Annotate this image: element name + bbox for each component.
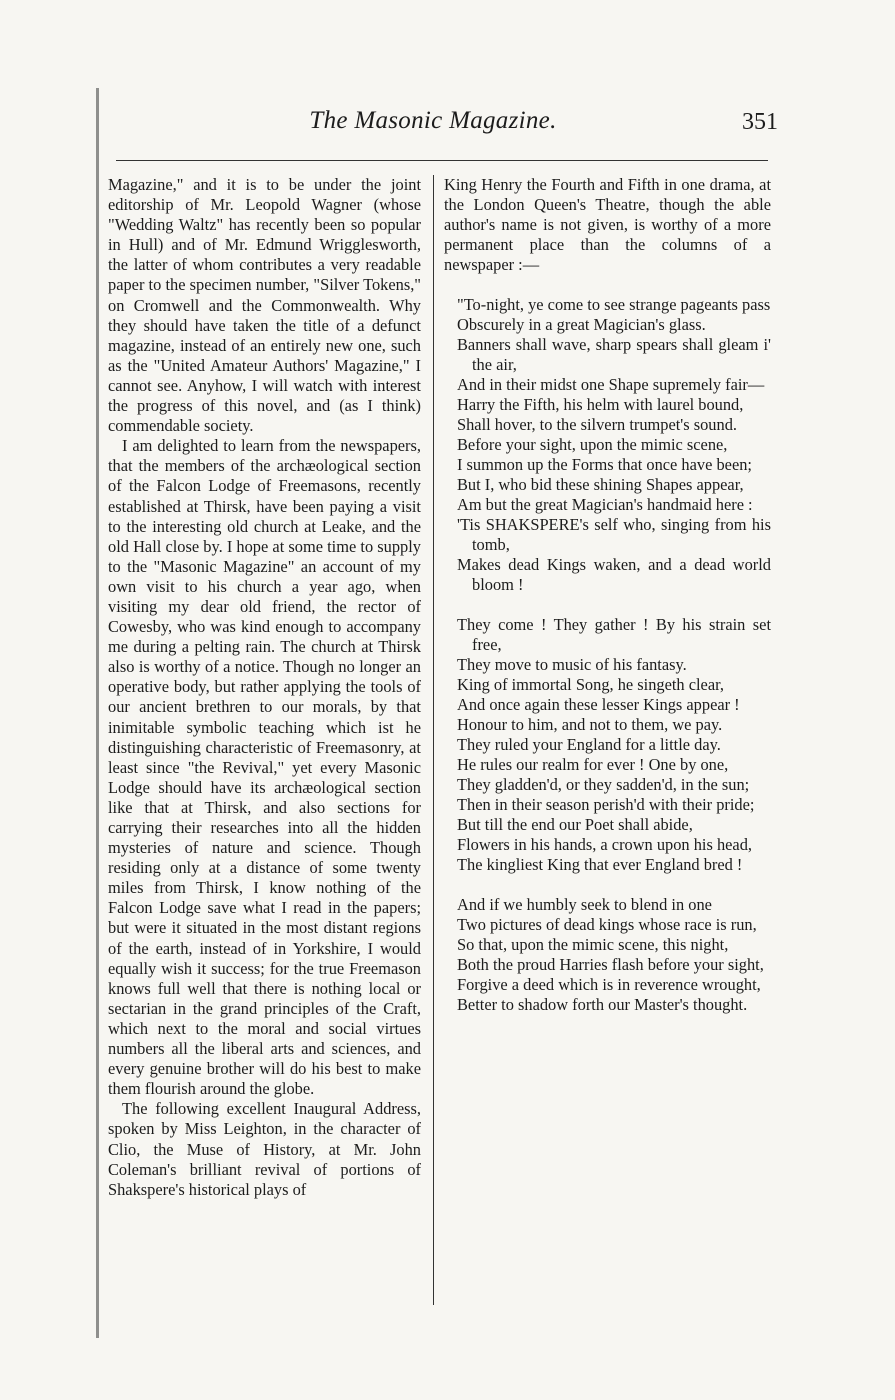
poem-line: "To-night, ye come to see strange pageants pass xyxy=(457,295,771,315)
poem-line: Better to shadow forth our Master's thought. xyxy=(457,995,748,1015)
poem-line: Shall hover, to the silvern trumpet's sound. xyxy=(457,415,737,435)
poem-line: Am but the great Magician's handmaid here : xyxy=(457,495,753,515)
left-column xyxy=(108,175,421,1200)
paragraph-continuation: Magazine," and it is to be under the joint editorship of Mr. Leopold Wagner (whose "Wedding Waltz" has recently been so popular in Hull) and of Mr. Edmund Wrigglesworth, the latter of whom contributes a very readable paper to the specimen number, "Silver Tokens," on Cromwell and the Commonwealth. Why they should have taken the title of a defunct magazine, instead of an entirely new one, such as the "United Amateur Authors' Magazine," I cannot see. Anyhow, I will watch with interest the progress of this novel, and (as I think) commendable society. xyxy=(108,175,421,436)
paragraph-falcon-lodge: I am delighted to learn from the newspapers, that the members of the archæological section of the Falcon Lodge of Freemasons, recently established at Thirsk, have been paying a visit to the interesting old church at Leake, and the old Hall close by. I hope at some time to supply to the "Masonic Magazine" an account of my own visit to his church a year ago, when visiting my dear old friend, the rector of Cowesby, who was kind enough to accompany me during a pelting rain. The church at Thirsk also is worthy of a notice. Though no longer an operative body, but rather applying the tools of our ancient brethren to our morals, by that inimitable symbolic teaching which ist he distinguishing characteristic of Freemasonry, at least since "the Revival," yet every Masonic Lodge should have its archæological section like that at Thirsk, and also sections for carrying their researches into all the hidden mysteries of nature and science. Though residing only at a distance of some twenty miles from Thirsk, I know nothing of the Falcon Lodge save what I read in the papers; but were it situated in the most distant regions of the earth, instead of in Yorkshire, I would equally wish it success; for the true Freemason knows full well that there is nothing local or sectarian in the grand principles of the Craft, which next to the moral and social virtues numbers all the liberal arts and sciences, and every genuine brother will do his best to make them flourish around the globe. xyxy=(108,436,421,1099)
poem-line: They gladden'd, or they sadden'd, in the sun; xyxy=(457,775,750,795)
poem-line: And in their midst one Shape supremely fair— xyxy=(457,375,765,395)
poem-line: Obscurely in a great Magician's glass. xyxy=(457,315,706,335)
poem-line: So that, upon the mimic scene, this night, xyxy=(457,935,729,955)
poem-intro: King Henry the Fourth and Fifth in one drama, at the London Queen's Theatre, though the able author's name is not given, is worthy of a more permanent place than the columns of a newspaper :— xyxy=(444,175,771,275)
page-number: 351 xyxy=(742,109,778,135)
poem-line: Two pictures of dead kings whose race is run, xyxy=(457,915,757,935)
poem-line: Both the proud Harries flash before your sight, xyxy=(457,955,764,975)
running-title: The Masonic Magazine. xyxy=(309,107,557,134)
poem-line: Flowers in his hands, a crown upon his head, xyxy=(457,835,752,855)
column-rule xyxy=(433,175,434,1305)
poem-line: But I, who bid these shining Shapes appear, xyxy=(457,475,744,495)
poem-line: And once again these lesser Kings appear ! xyxy=(457,695,740,715)
poem-line: The kingliest King that ever England bred ! xyxy=(457,855,743,875)
poem-line: 'Tis SHAKSPERE's self who, singing from his tomb, xyxy=(457,515,771,555)
poem-line: I summon up the Forms that once have been; xyxy=(457,455,752,475)
poem-line: Before your sight, upon the mimic scene, xyxy=(457,435,728,455)
poem-line: King of immortal Song, he singeth clear, xyxy=(457,675,725,695)
poem-line: They ruled your England for a little day. xyxy=(457,735,721,755)
right-column xyxy=(444,175,771,1015)
paragraph-inaugural-address: The following excellent Inaugural Address, spoken by Miss Leighton, in the character of Clio, the Muse of History, at Mr. John Coleman's brilliant revival of portions of Shakspere's historical plays of xyxy=(108,1099,421,1199)
header-rule xyxy=(116,160,768,161)
poem-stanza-1 xyxy=(444,295,771,595)
poem-line: But till the end our Poet shall abide, xyxy=(457,815,693,835)
binding-shadow xyxy=(96,88,99,1338)
poem-line: Banners shall wave, sharp spears shall gleam i' the air, xyxy=(457,335,771,375)
poem-line: Honour to him, and not to them, we pay. xyxy=(457,715,723,735)
poem-line: They move to music of his fantasy. xyxy=(457,655,687,675)
poem-line: Makes dead Kings waken, and a dead world bloom ! xyxy=(457,555,771,595)
poem-line: And if we humbly seek to blend in one xyxy=(457,895,712,915)
poem-line: Forgive a deed which is in reverence wrought, xyxy=(457,975,761,995)
poem-line: Harry the Fifth, his helm with laurel bound, xyxy=(457,395,744,415)
poem-line: Then in their season perish'd with their pride; xyxy=(457,795,755,815)
poem-stanza-2 xyxy=(444,615,771,875)
poem-line: They come ! They gather ! By his strain set free, xyxy=(457,615,771,655)
poem-line: He rules our realm for ever ! One by one, xyxy=(457,755,729,775)
poem-stanza-3 xyxy=(444,895,771,1015)
